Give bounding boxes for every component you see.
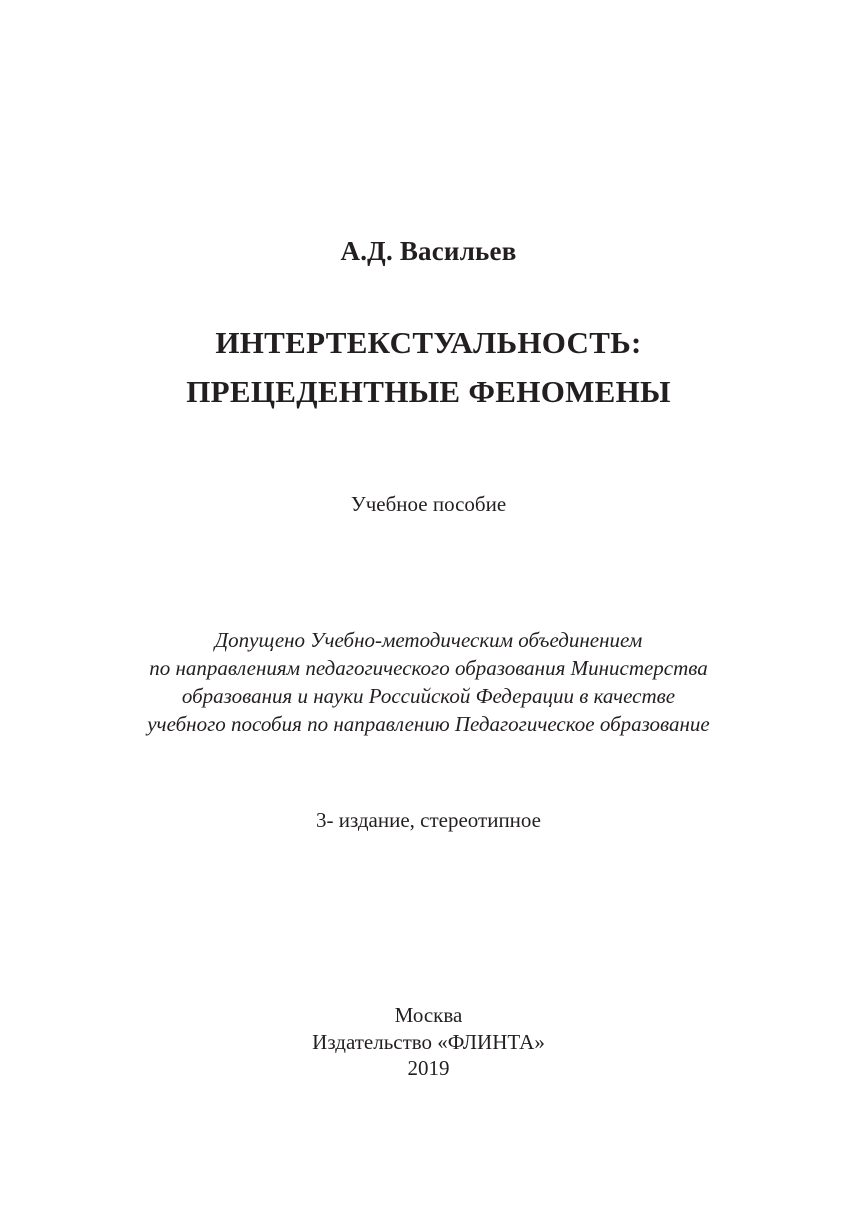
approval-line: Допущено Учебно-методическим объединением bbox=[214, 628, 643, 652]
approval-line: образования и науки Российской Федерации в качестве bbox=[181, 684, 676, 708]
imprint-publisher: Издательство «ФЛИНТА» bbox=[312, 1030, 545, 1054]
approval-line: учебного пособия по направлению Педагогическое образование bbox=[147, 712, 710, 736]
book-title-line-2: ПРЕЦЕДЕНТНЫЕ ФЕНОМЕНЫ bbox=[186, 374, 671, 409]
edition-note: 3- издание, стереотипное bbox=[315, 808, 542, 832]
imprint-year: 2019 bbox=[407, 1056, 450, 1080]
author-name: А.Д. Васильев bbox=[340, 236, 517, 266]
book-subtitle: Учебное пособие bbox=[350, 492, 507, 516]
imprint-city: Москва bbox=[394, 1003, 463, 1027]
approval-line: по направлениям педагогического образования Министерства bbox=[149, 656, 708, 680]
book-title-line-1: ИНТЕРТЕКСТУАЛЬНОСТЬ: bbox=[215, 325, 642, 360]
